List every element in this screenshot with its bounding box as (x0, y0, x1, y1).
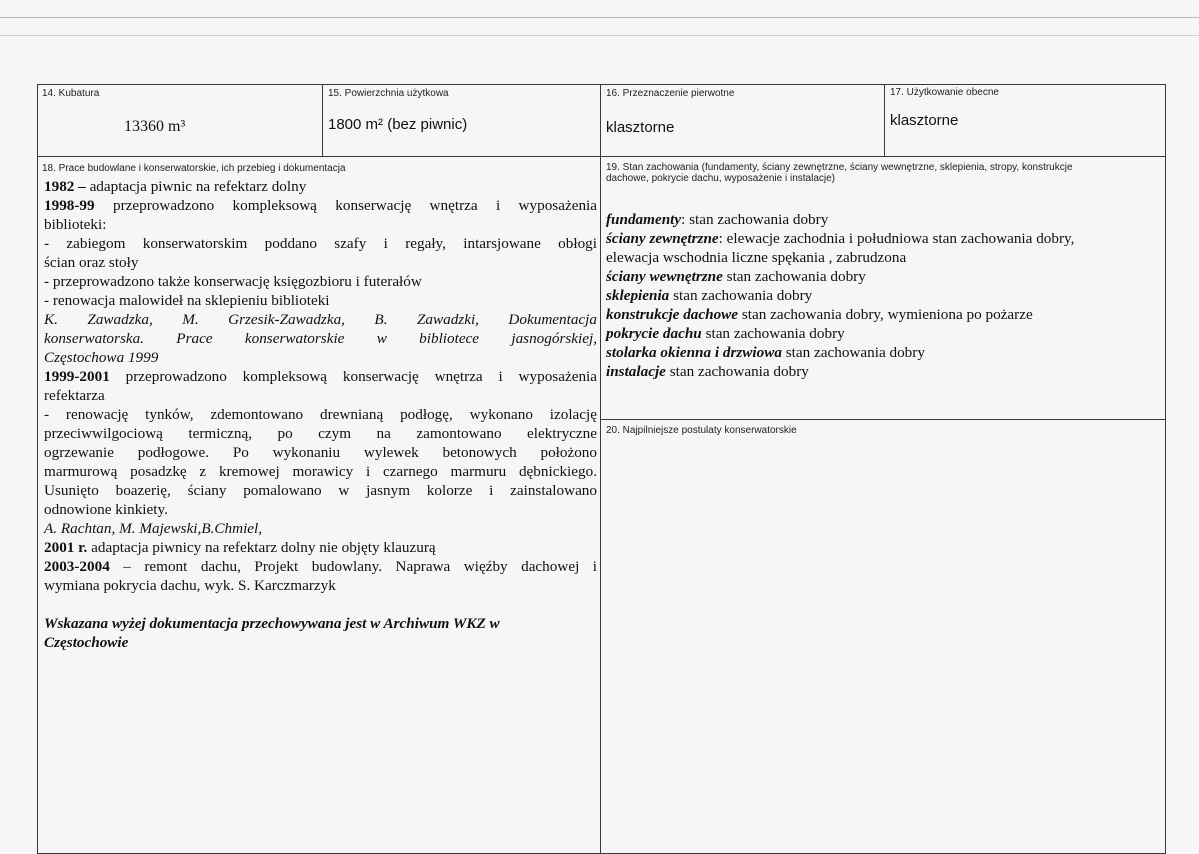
stan-value: stan zachowania dobry, wymieniona po pożarze (738, 306, 1033, 323)
prace-line: przeciwwilgociową termiczną, po czym na zamontowano elektryczne (44, 425, 597, 442)
prace-line: - renowację tynków, zdemontowano drewnianą podłogę, wykonano izolację (44, 406, 597, 423)
row-divider-19-20 (600, 419, 1166, 420)
stan-label: 19. Stan zachowania (fundamenty, ściany zewnętrzne, ściany wewnętrzne, sklepienia, stropy, konstrukcje dachowe, pokrycie dachu, wyposażenie i instalacje) (606, 162, 1073, 184)
prace-text: przeprowadzono kompleksową konserwację wnętrza i wyposażenia (94, 197, 597, 214)
kubatura-value: 13360 m³ (124, 118, 186, 135)
stan-key: konstrukcje dachowe (606, 306, 739, 323)
prace-line (44, 538, 597, 557)
stan-value: stan zachowania dobry (669, 287, 813, 304)
prace-text: adaptacja piwnic na refektarz dolny (85, 178, 307, 195)
prace-text: przeprowadzono kompleksową konserwację wnętrza i wyposażenia (109, 368, 597, 385)
powierzchnia-value: 1800 m² (bez piwnic) (328, 116, 468, 133)
przeznaczenie-value: klasztorne (606, 119, 675, 136)
stan-value: stan zachowania dobry (722, 268, 866, 285)
stan-value: : elewacje zachodnia i południowa stan zachowania dobry, (718, 230, 1075, 247)
prace-line: odnowione kinkiety. (44, 501, 168, 518)
top-scan-line (0, 17, 1199, 18)
stan-line (606, 305, 1162, 324)
stan-key: stolarka okienna i drzwiowa (606, 344, 782, 361)
stan-key: fundamenty (606, 211, 682, 228)
prace-citation: Częstochowa 1999 (44, 349, 159, 366)
stan-key: sklepienia (606, 287, 670, 304)
stan-line (606, 343, 1162, 362)
prace-line: refektarza (44, 387, 105, 404)
prace-line (44, 196, 597, 215)
uzytkowanie-label: 17. Użytkowanie obecne (890, 87, 999, 98)
divider-14-15 (322, 84, 323, 157)
prace-line: Usunięto boazerię, ściany pomalowano w jasnym kolorze i zainstalowano (44, 482, 597, 499)
stan-line (606, 267, 1162, 286)
stan-line (606, 210, 1162, 229)
archive-note: Wskazana wyżej dokumentacja przechowywana jest w Archiwum WKZ w Częstochowie (44, 615, 500, 651)
prace-line: wymiana pokrycia dachu, wyk. S. Karczmarzyk (44, 577, 336, 594)
row-divider-1 (37, 156, 1166, 157)
top-scan-line-2 (0, 35, 1199, 36)
stan-line (606, 286, 1162, 305)
stan-line: elewacja wschodnia liczne spękania , zabrudzona (606, 249, 907, 266)
kubatura-label: 14. Kubatura (42, 88, 100, 99)
prace-line (44, 367, 597, 386)
stan-line (606, 362, 1162, 381)
year-1999: 1999-2001 (44, 368, 110, 385)
prace-line: biblioteki: (44, 216, 107, 233)
divider-16-17 (884, 84, 885, 157)
stan-value: stan zachowania dobry (701, 325, 845, 342)
prace-label: 18. Prace budowlane i konserwatorskie, ich przebieg i dokumentacja (42, 163, 346, 174)
stan-key: ściany wewnętrzne (606, 268, 723, 285)
stan-value: stan zachowania dobry (781, 344, 925, 361)
stan-key: ściany zewnętrzne (606, 230, 719, 247)
prace-text: adaptacja piwnicy na refektarz dolny nie objęty klauzurą (87, 539, 436, 556)
uzytkowanie-value: klasztorne (890, 112, 959, 129)
prace-line (44, 557, 597, 576)
postulaty-label: 20. Najpilniejsze postulaty konserwatorskie (606, 425, 797, 436)
prace-line: - przeprowadzono także konserwację księgozbioru i futerałów (44, 273, 422, 290)
prace-line: ogrzewanie podłogowe. Po wykonaniu wylewek betonowych położono (44, 444, 597, 461)
przeznaczenie-label: 16. Przeznaczenie pierwotne (606, 88, 735, 99)
prace-citation: K. Zawadzka, M. Grzesik-Zawadzka, B. Zawadzki, Dokumentacja (44, 311, 597, 328)
prace-citation: A. Rachtan, M. Majewski,B.Chmiel, (44, 520, 263, 537)
year-2001: 2001 r. (44, 539, 88, 556)
prace-citation: konserwatorska. Prace konserwatorskie w bibliotece jasnogórskiej, (44, 330, 597, 347)
year-2003: 2003-2004 (44, 558, 110, 575)
prace-line: - renowacja malowideł na sklepieniu biblioteki (44, 292, 330, 309)
divider-center (600, 84, 601, 854)
powierzchnia-label: 15. Powierzchnia użytkowa (328, 88, 449, 99)
year-1998: 1998-99 (44, 197, 95, 214)
prace-text: – remont dachu, Projekt budowlany. Naprawa więźby dachowej i (109, 558, 597, 575)
prace-line: - zabiegom konserwatorskim poddano szafy i regały, intarsjowane obłogi (44, 235, 597, 252)
prace-line: ścian oraz stoły (44, 254, 139, 271)
year-1982: 1982 – (44, 178, 86, 195)
stan-key: pokrycie dachu (606, 325, 702, 342)
stan-line (606, 229, 1162, 248)
prace-line (44, 177, 597, 196)
prace-line: marmurową posadzkę z kremowej morawicy i czarnego marmuru dębnickiego. (44, 463, 597, 480)
stan-body (606, 210, 1162, 381)
prace-body (44, 177, 597, 652)
stan-value: stan zachowania dobry (665, 363, 809, 380)
stan-value: : stan zachowania dobry (681, 211, 829, 228)
stan-key: instalacje (606, 363, 666, 380)
stan-line (606, 324, 1162, 343)
